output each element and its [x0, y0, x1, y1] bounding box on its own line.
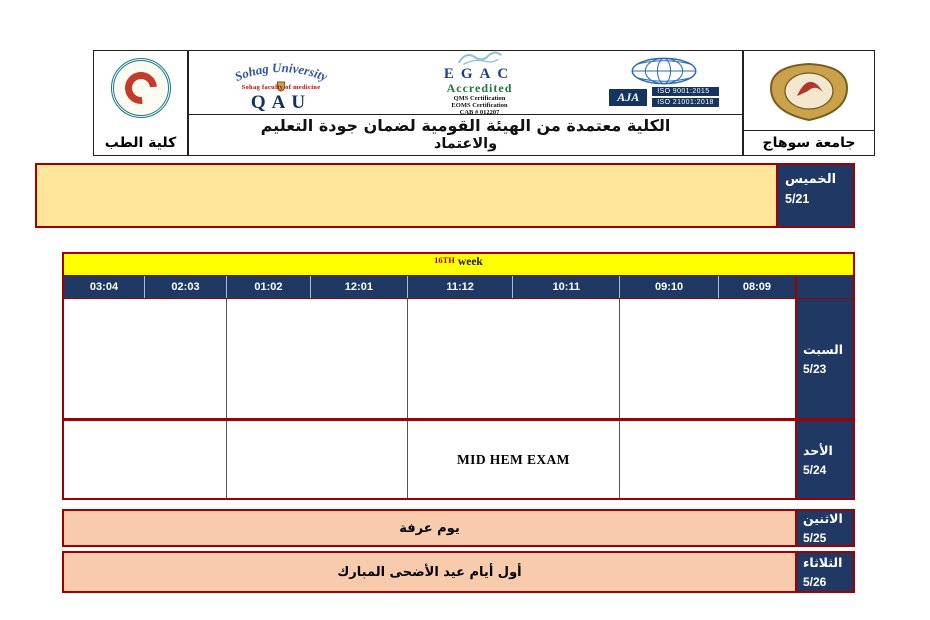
day-date: 5/24	[803, 462, 827, 477]
day-cell-tuesday	[795, 553, 853, 591]
row-sunday	[64, 418, 853, 498]
time-slot: 12:01	[310, 276, 407, 298]
day-date: 5/25	[803, 531, 827, 545]
day-cell-thursday	[776, 165, 853, 226]
day-name: الاثنين	[803, 511, 843, 526]
egac-cert-line-3: CAB # 012207	[459, 109, 500, 117]
time-header-row	[64, 276, 853, 298]
row-saturday	[64, 298, 853, 418]
schedule-cell	[226, 421, 407, 498]
aja-badge: AJA	[609, 89, 647, 106]
accreditation-line-1: الكلية معتمدة من الهيئة القومية لضمان جودة التعليم	[260, 116, 671, 136]
holiday-event-monday: يوم عرفة	[64, 511, 795, 545]
aja-globe-icon	[628, 57, 700, 85]
day-name: الخميس	[785, 172, 837, 187]
schedule-cell	[226, 299, 407, 418]
logos-row	[189, 51, 742, 115]
sohag-university-emblem-icon	[744, 51, 874, 130]
holiday-event-tuesday: أول أيام عيد الأضحى المبارك	[64, 553, 795, 591]
week-label: week	[457, 256, 483, 268]
schedule-cell	[64, 421, 226, 498]
svg-text:Sohag University: Sohag University	[232, 61, 330, 85]
aja-logo	[598, 57, 730, 108]
time-slot: 09:10	[619, 276, 718, 298]
row-monday	[62, 509, 855, 547]
egac-cert-line-2: EOMS Certification	[451, 102, 508, 110]
day-name: الأحد	[803, 442, 833, 458]
schedule-cell	[619, 421, 795, 498]
time-header-corner	[795, 276, 853, 298]
faculty-logo-crescent-icon	[118, 65, 163, 110]
schedule-cell	[619, 299, 795, 418]
week-header	[64, 254, 853, 276]
schedule-cell	[64, 299, 226, 418]
thursday-banner-row	[35, 163, 855, 228]
week-timetable	[62, 252, 855, 500]
accreditation-header-box	[188, 50, 743, 156]
faculty-of-medicine-logo-icon	[111, 58, 171, 118]
egac-cert-line-1: QMS Certification	[453, 95, 506, 103]
week-ordinal: 16TH	[434, 255, 455, 265]
time-slot: 11:12	[407, 276, 513, 298]
iso-21001-label: ISO 21001:2018	[652, 98, 719, 107]
schedule-cell	[407, 299, 620, 418]
day-date: 5/26	[803, 575, 827, 589]
accreditation-statement	[189, 115, 742, 155]
day-date: 5/23	[803, 361, 827, 376]
sohag-university-logo	[201, 53, 361, 112]
iso-9001-label: ISO 9001:2015	[652, 87, 719, 96]
faculty-logo-box	[93, 50, 188, 156]
day-name: السبت	[803, 341, 844, 357]
time-slot: 03:04	[89, 281, 119, 293]
university-label: جامعة سوهاج	[744, 130, 874, 155]
faculty-label: كلية الطب	[104, 135, 177, 151]
accreditation-line-2: والاعتماد	[433, 135, 498, 152]
day-date: 5/21	[785, 192, 810, 206]
egac-accredited-label: Accredited	[446, 81, 513, 96]
sohag-subtitle: Sohag faculty of medicine	[241, 84, 321, 92]
row-tuesday	[62, 551, 855, 593]
university-logo-box	[743, 50, 875, 156]
egac-logo	[405, 49, 555, 116]
day-cell-saturday	[795, 299, 853, 418]
time-slot: 08:09	[718, 276, 795, 298]
egac-calligraphy-icon	[455, 49, 505, 66]
day-name: الثلاثاء	[803, 555, 843, 570]
time-slot: 02:03	[144, 276, 226, 298]
day-cell-monday	[795, 511, 853, 545]
time-slot: 10:11	[512, 276, 619, 298]
qau-acronym: QAU	[250, 91, 312, 113]
egac-name: EGAC	[443, 65, 516, 82]
time-slot: 01:02	[226, 276, 310, 298]
day-cell-sunday	[795, 421, 853, 498]
exam-cell: MID HEM EXAM	[407, 421, 620, 498]
thursday-banner-content	[37, 165, 776, 226]
